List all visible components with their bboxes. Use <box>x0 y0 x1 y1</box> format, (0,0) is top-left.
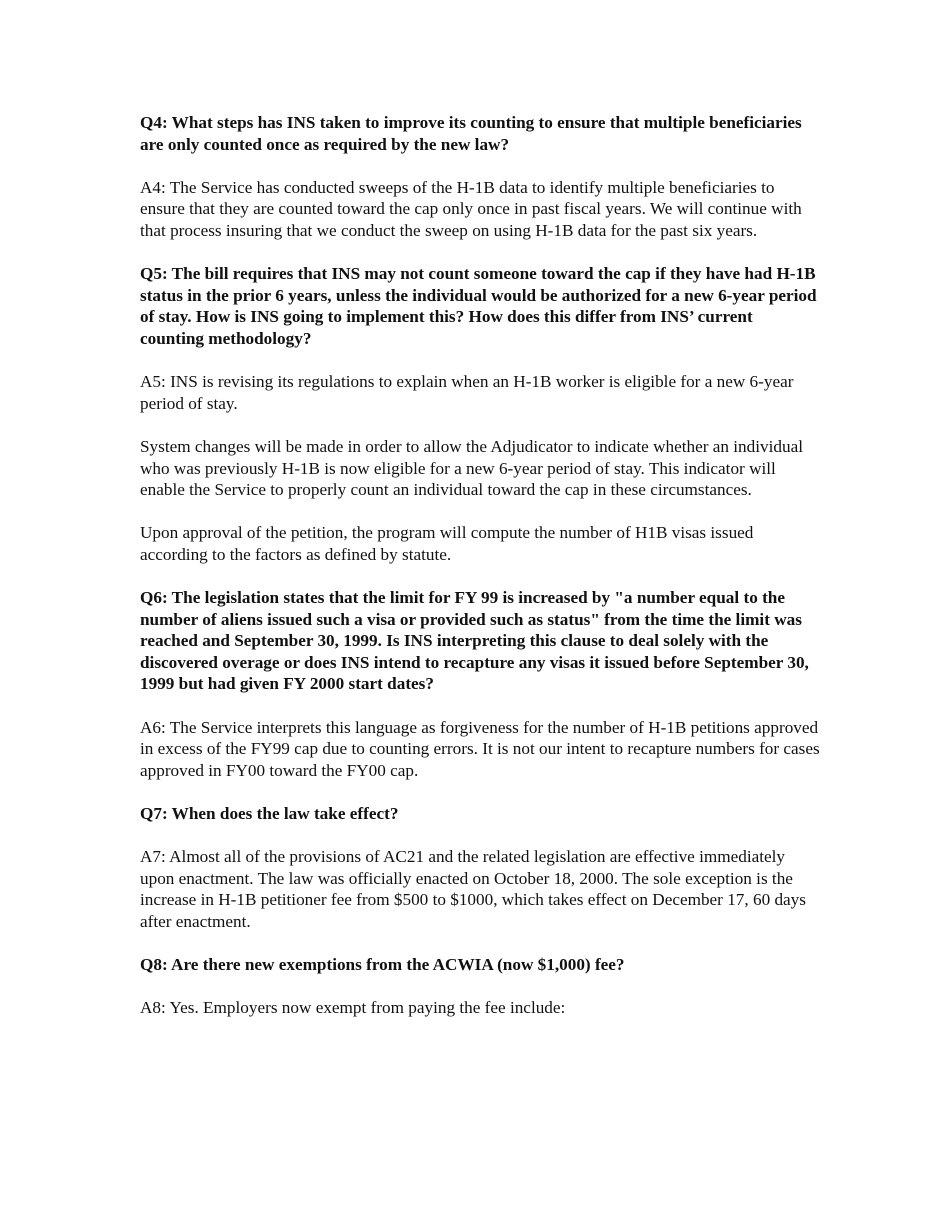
question-q8: Q8: Are there new exemptions from the ACWIA (now $1,000) fee? <box>140 955 625 975</box>
question-q4: Q4: What steps has INS taken to improve its counting to ensure that multiple beneficiaries are only counted once as required by the new law? <box>140 113 802 154</box>
answer-a4: A4: The Service has conducted sweeps of the H-1B data to identify multiple beneficiaries to ensure that they are counted toward the cap only once in past fiscal years. We will continue with that process insuring that we conduct the sweep on using H-1B data for the past six years. <box>140 177 802 240</box>
question-q7: Q7: When does the law take effect? <box>140 804 399 823</box>
answer-a7: A7: Almost all of the provisions of AC21 and the related legislation are effective immediately upon enactment. The law was officially enacted on October 18, 2000. The sole exception is the increase in H-1B petitioner fee from $500 to $1000, which takes effect on December 17, 60 days after enactment. <box>140 847 806 931</box>
document-page <box>140 112 820 1041</box>
answer-a5-system-changes: System changes will be made in order to allow the Adjudicator to indicate whether an individual who was previously H-1B is now eligible for a new 6-year period of stay. This indicator will enable the Service to properly count an individual toward the cap in these circumstances. <box>140 436 803 500</box>
answer-a8: A8: Yes. Employers now exempt from paying the fee include: <box>140 998 566 1018</box>
question-q6: Q6: The legislation states that the limit for FY 99 is increased by "a number equal to the number of aliens issued such a visa or provided such as status" from the time the limit was reached and September 30, 1999. Is INS interpreting this clause to deal solely with the discovered overage or does INS intend to recapture any visas it issued before September 30, 1999 but had given FY 2000 start dates? <box>140 588 809 694</box>
answer-a6: A6: The Service interprets this language as forgiveness for the number of H-1B petitions approved in excess of the FY99 cap due to counting errors. It is not our intent to recapture numbers for cases approved in FY00 toward the FY00 cap. <box>140 717 820 780</box>
answer-a5: A5: INS is revising its regulations to explain when an H-1B worker is eligible for a new 6-year period of stay. <box>140 372 794 413</box>
question-q5: Q5: The bill requires that INS may not count someone toward the cap if they have had H-1B status in the prior 6 years, unless the individual would be authorized for a new 6-year period of stay. How is INS going to implement this? How does this differ from INS’ current counting methodology? <box>140 264 817 348</box>
answer-a5-approval: Upon approval of the petition, the program will compute the number of H1B visas issued according to the factors as defined by statute. <box>140 523 754 564</box>
